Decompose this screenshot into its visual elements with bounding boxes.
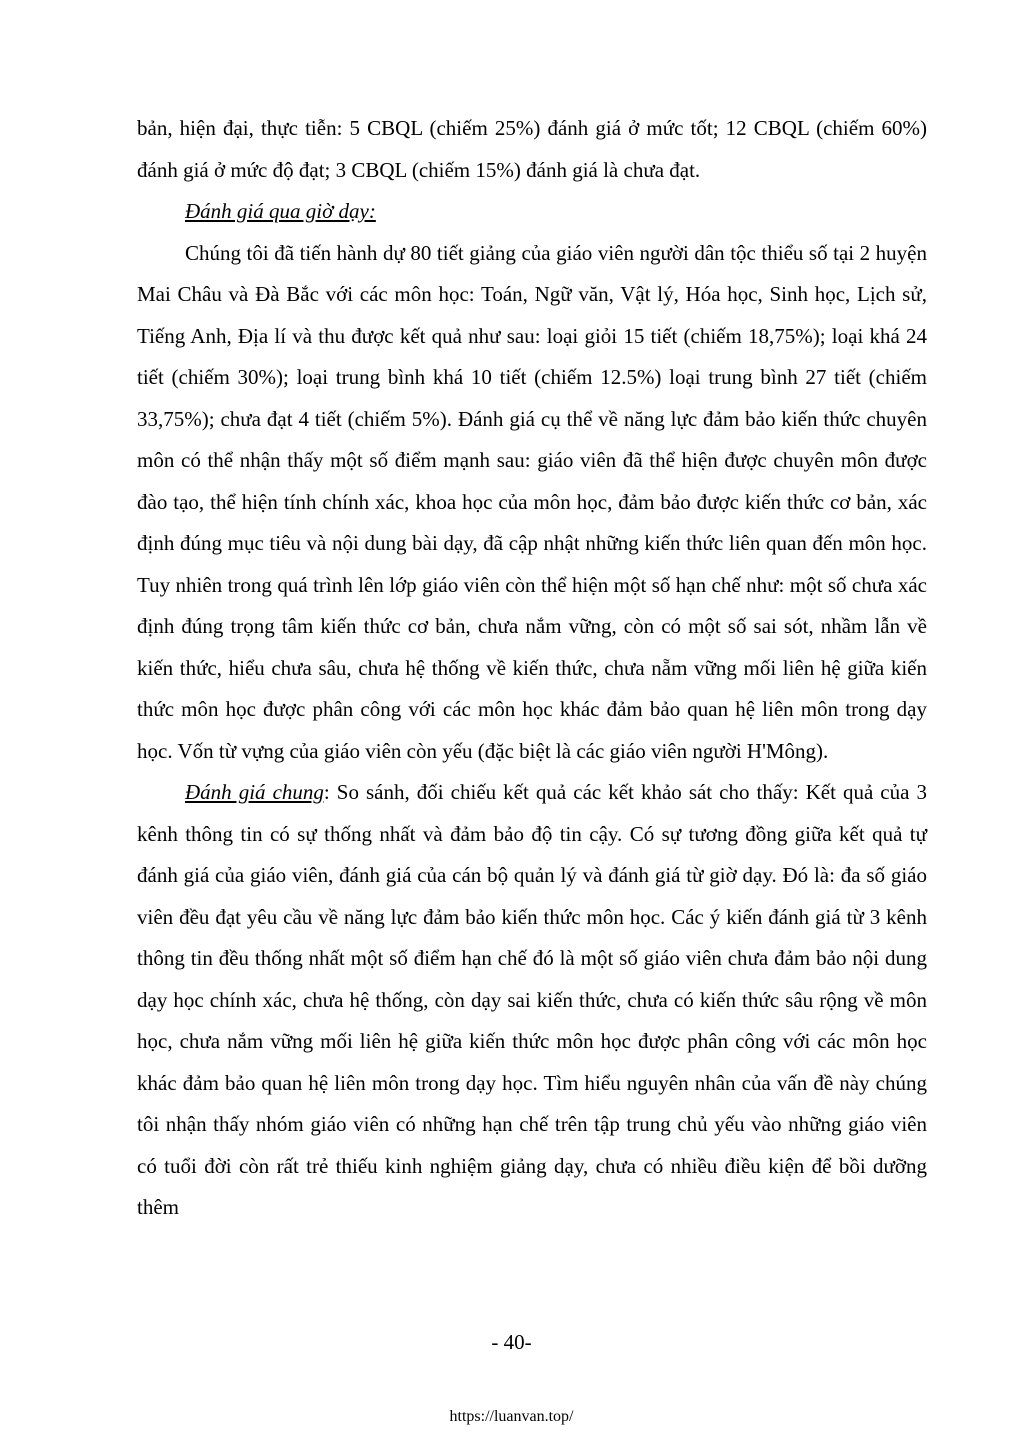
footer-url: https://luanvan.top/ (449, 1408, 574, 1425)
document-body (137, 108, 927, 1229)
paragraph-cbql-results: bản, hiện đại, thực tiễn: 5 CBQL (chiếm 25%) đánh giá ở mức tốt; 12 CBQL (chiếm 60%) đánh giá ở mức độ đạt; 3 CBQL (chiếm 15%) đánh giá là chưa đạt. (137, 116, 927, 182)
paragraph-class-observation: Chúng tôi đã tiến hành dự 80 tiết giảng của giáo viên người dân tộc thiểu số tại 2 huyện Mai Châu và Đà Bắc với các môn học: Toán, Ngữ văn, Vật lý, Hóa học, Sinh học, Lịch sử, Tiếng Anh, Địa lí và thu được kết quả như sau: loại giỏi 15 tiết (chiếm 18,75%); loại khá 24 tiết (chiếm 30%); loại trung bình khá 10 tiết (chiếm 12.5%) loại trung bình 27 tiết (chiếm 33,75%); chưa đạt 4 tiết (chiếm 5%). Đánh giá cụ thể về năng lực đảm bảo kiến thức chuyên môn có thể nhận thấy một số điểm mạnh sau: giáo viên đã thể hiện được chuyên môn được đào tạo, thể hiện tính chính xác, khoa học của môn học, đảm bảo được kiến thức cơ bản, xác định đúng mục tiêu và nội dung bài dạy, đã cập nhật những kiến thức liên quan đến môn học. Tuy nhiên trong quá trình lên lớp giáo viên còn thể hiện một số hạn chế như: một số chưa xác định đúng trọng tâm kiến thức cơ bản, chưa nắm vững, còn có một số sai sót, nhầm lẫn về kiến thức, hiểu chưa sâu, chưa hệ thống về kiến thức, chưa nẵm vững mối liên hệ giữa kiến thức môn học được phân công với các môn học khác đảm bảo quan hệ liên môn trong dạy học. Vốn từ vựng của giáo viên còn yếu (đặc biệt là các giáo viên người H'Mông). (137, 240, 927, 763)
heading-text: Đánh giá qua giờ dạy: (185, 199, 376, 223)
heading-general-assessment: Đánh giá chung (185, 780, 324, 804)
general-assessment-text: : So sánh, đối chiếu kết quả các kết khảo sát cho thấy: Kết quả của 3 kênh thông tin có sự thống nhất và đảm bảo độ tin cậy. Có sự tương đồng giữa kết quả tự đánh giá của giáo viên, đánh giá của cán bộ quản lý và đánh giá từ giờ dạy. Đó là: đa số giáo viên đều đạt yêu cầu về năng lực đảm bảo kiến thức môn học. Các ý kiến đánh giá từ 3 kênh thông tin đều thống nhất một số điểm hạn chế đó là một số giáo viên chưa đảm bảo nội dung dạy học chính xác, chưa hệ thống, còn dạy sai kiến thức, chưa có kiến thức sâu rộng về môn học, chưa nắm vững mối liên hệ giữa kiến thức môn học được phân công với các môn học khác đảm bảo quan hệ liên môn trong dạy học. Tìm hiểu nguyên nhân của vấn đề này chúng tôi nhận thấy nhóm giáo viên có những hạn chế trên tập trung chủ yếu vào những giáo viên có tuổi đời còn rất trẻ thiếu kinh nghiệm giảng dạy, chưa có nhiều điều kiện để bồi dưỡng thêm (137, 780, 927, 1219)
section-heading-class-observation (137, 191, 927, 233)
page-number: - 40- (491, 1330, 532, 1354)
paragraph-general-assessment (137, 772, 927, 1229)
